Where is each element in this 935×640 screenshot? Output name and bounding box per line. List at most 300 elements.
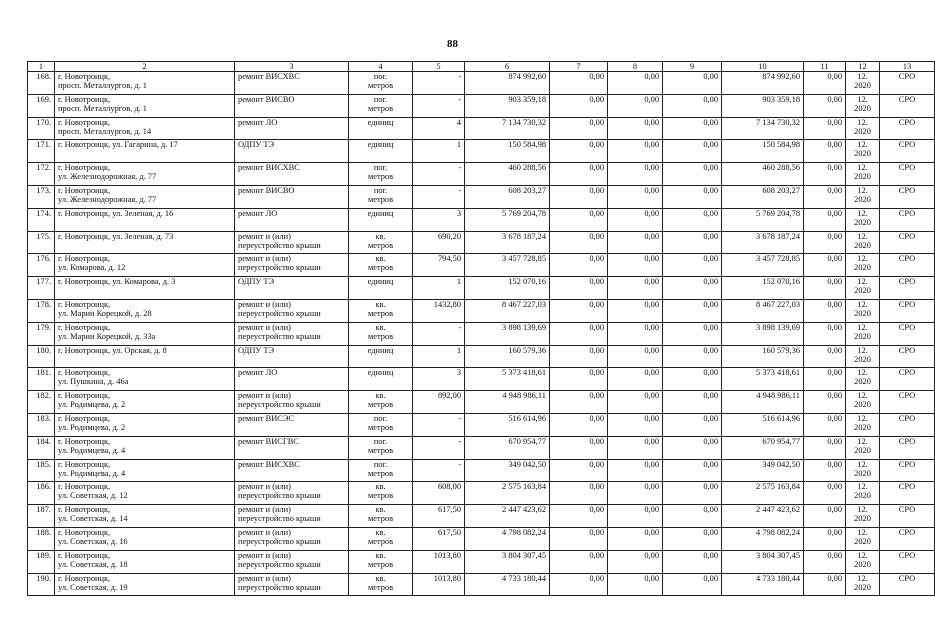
c10-value: 670 954,77 xyxy=(762,436,800,446)
unit-cell xyxy=(349,368,413,391)
unit-cell xyxy=(349,322,413,345)
deadline-cell xyxy=(846,482,880,505)
c11-value: 0,00 xyxy=(827,163,842,173)
address-cell xyxy=(55,322,235,345)
deadline-cell xyxy=(846,368,880,391)
fund-cell-7 xyxy=(550,185,608,208)
year-line: 12. xyxy=(857,436,868,446)
unit-cell xyxy=(349,436,413,459)
table-row xyxy=(28,254,935,277)
work-type-cell xyxy=(235,482,349,505)
year-line: 2020 xyxy=(854,377,871,387)
c7-value: 0,00 xyxy=(589,345,604,355)
address-cell xyxy=(55,459,235,482)
work-line: ремонт ВИСВО xyxy=(238,185,295,195)
sum-value: 3 804 307,45 xyxy=(502,550,546,560)
deadline-cell xyxy=(846,550,880,573)
work-line: ремонт ЛО xyxy=(238,368,278,378)
c7-value: 0,00 xyxy=(589,208,604,218)
unit-line: кв. xyxy=(375,322,386,332)
owners-funds-cell xyxy=(722,368,804,391)
fund-cell-11 xyxy=(804,368,846,391)
work-line: ремонт и (или) xyxy=(238,505,291,515)
work-line: ОДПУ ТЭ xyxy=(238,277,275,287)
unit-line: пог. xyxy=(373,72,388,81)
c11-value: 0,00 xyxy=(827,231,842,241)
fund-cell-9 xyxy=(663,573,722,596)
table-row xyxy=(28,550,935,573)
src-value: СРО xyxy=(898,459,916,469)
fund-cell-8 xyxy=(608,208,663,231)
n-value: 177. xyxy=(36,277,51,287)
unit-line: единиц xyxy=(367,140,394,150)
src-value: СРО xyxy=(898,573,916,583)
method-cell xyxy=(880,94,935,117)
address-cell xyxy=(55,527,235,550)
c7-value: 0,00 xyxy=(589,482,604,492)
c7-value: 0,00 xyxy=(589,117,604,127)
n-value: 168. xyxy=(36,72,51,81)
addr-line: ул. Железнодорожная, д. 77 xyxy=(58,172,157,182)
row-number-cell xyxy=(28,163,55,186)
addr-line: ул. Марии Корецкой, д. 33а xyxy=(58,331,156,341)
row-number-cell xyxy=(28,208,55,231)
c8-value: 0,00 xyxy=(644,299,659,309)
qty-value: - xyxy=(458,413,461,423)
addr-line: ул. Комарова, д. 12 xyxy=(58,263,126,273)
c9-value: 0,00 xyxy=(703,277,718,287)
src-value: СРО xyxy=(898,368,916,378)
year-line: 12. xyxy=(857,550,868,560)
addr-line: г. Новотроицк, xyxy=(58,482,111,492)
qty-value: 608,00 xyxy=(437,482,461,492)
table-row xyxy=(28,231,935,254)
column-header: 10 xyxy=(722,62,804,72)
fund-cell-7 xyxy=(550,482,608,505)
sum-value: 874 992,60 xyxy=(508,72,546,81)
total-cost-cell xyxy=(465,231,550,254)
total-cost-cell xyxy=(465,299,550,322)
row-number-cell xyxy=(28,527,55,550)
fund-cell-11 xyxy=(804,208,846,231)
qty-value: 4 xyxy=(456,117,461,127)
fund-cell-9 xyxy=(663,505,722,528)
row-number-cell xyxy=(28,254,55,277)
work-line: переустройство крыши xyxy=(238,559,321,569)
method-cell xyxy=(880,436,935,459)
owners-funds-cell xyxy=(722,413,804,436)
year-line: 12. xyxy=(857,254,868,264)
row-number-cell xyxy=(28,185,55,208)
fund-cell-8 xyxy=(608,94,663,117)
work-line: ремонт ВИСВО xyxy=(238,94,295,104)
fund-cell-8 xyxy=(608,459,663,482)
fund-cell-9 xyxy=(663,94,722,117)
method-cell xyxy=(880,231,935,254)
year-line: 12. xyxy=(857,117,868,127)
unit-line: метров xyxy=(367,491,394,501)
year-line: 2020 xyxy=(854,354,871,364)
sum-value: 4 733 180,44 xyxy=(502,573,546,583)
addr-line: г. Новотроицк, xyxy=(58,527,111,537)
fund-cell-11 xyxy=(804,277,846,300)
address-cell xyxy=(55,482,235,505)
quantity-cell xyxy=(413,140,465,163)
row-number-cell xyxy=(28,459,55,482)
year-line: 12. xyxy=(857,505,868,515)
total-cost-cell xyxy=(465,140,550,163)
n-value: 180. xyxy=(36,345,51,355)
unit-line: пог. xyxy=(373,413,388,423)
src-value: СРО xyxy=(898,482,916,492)
fund-cell-7 xyxy=(550,117,608,140)
method-cell xyxy=(880,299,935,322)
unit-cell xyxy=(349,482,413,505)
c11-value: 0,00 xyxy=(827,254,842,264)
unit-line: кв. xyxy=(375,550,386,560)
addr-line: г. Новотроицк, xyxy=(58,72,111,81)
n-value: 169. xyxy=(36,94,51,104)
address-cell xyxy=(55,163,235,186)
row-number-cell xyxy=(28,550,55,573)
c9-value: 0,00 xyxy=(703,459,718,469)
unit-line: метров xyxy=(367,194,394,204)
row-number-cell xyxy=(28,482,55,505)
table-row xyxy=(28,72,935,95)
fund-cell-8 xyxy=(608,391,663,414)
c9-value: 0,00 xyxy=(703,550,718,560)
deadline-cell xyxy=(846,527,880,550)
c8-value: 0,00 xyxy=(644,550,659,560)
deadline-cell xyxy=(846,72,880,95)
c9-value: 0,00 xyxy=(703,94,718,104)
addr-line: г. Новотроицк, xyxy=(58,391,111,401)
c11-value: 0,00 xyxy=(827,505,842,515)
n-value: 173. xyxy=(36,185,51,195)
unit-cell xyxy=(349,94,413,117)
fund-cell-7 xyxy=(550,277,608,300)
qty-value: - xyxy=(458,163,461,173)
total-cost-cell xyxy=(465,550,550,573)
fund-cell-7 xyxy=(550,436,608,459)
c9-value: 0,00 xyxy=(703,413,718,423)
addr-line: ул. Советская, д. 16 xyxy=(58,536,128,546)
addr-line: г. Новотроицк, xyxy=(58,299,111,309)
row-number-cell xyxy=(28,436,55,459)
c7-value: 0,00 xyxy=(589,94,604,104)
deadline-cell xyxy=(846,391,880,414)
fund-cell-7 xyxy=(550,345,608,368)
work-line: ремонт и (или) xyxy=(238,527,291,537)
addr-line: г. Новотроицк, ул. Зеленая, д. 73 xyxy=(58,231,174,241)
c9-value: 0,00 xyxy=(703,140,718,150)
total-cost-cell xyxy=(465,345,550,368)
work-type-cell xyxy=(235,254,349,277)
quantity-cell xyxy=(413,185,465,208)
method-cell xyxy=(880,163,935,186)
row-number-cell xyxy=(28,299,55,322)
address-cell xyxy=(55,368,235,391)
src-value: СРО xyxy=(898,94,916,104)
n-value: 188. xyxy=(36,527,51,537)
year-line: 2020 xyxy=(854,582,871,592)
unit-cell xyxy=(349,163,413,186)
total-cost-cell xyxy=(465,117,550,140)
year-line: 2020 xyxy=(854,81,871,90)
sum-value: 349 042,50 xyxy=(508,459,546,469)
sum-value: 150 584,98 xyxy=(508,140,546,150)
unit-line: единиц xyxy=(367,208,394,218)
table-row xyxy=(28,117,935,140)
address-cell xyxy=(55,277,235,300)
total-cost-cell xyxy=(465,482,550,505)
deadline-cell xyxy=(846,299,880,322)
year-line: 2020 xyxy=(854,559,871,569)
fund-cell-9 xyxy=(663,436,722,459)
unit-cell xyxy=(349,140,413,163)
quantity-cell xyxy=(413,573,465,596)
fund-cell-8 xyxy=(608,345,663,368)
table-row xyxy=(28,391,935,414)
c8-value: 0,00 xyxy=(644,231,659,241)
deadline-cell xyxy=(846,345,880,368)
column-number-row xyxy=(28,62,935,72)
sum-value: 7 134 730,32 xyxy=(502,117,546,127)
c10-value: 349 042,50 xyxy=(762,459,800,469)
address-cell xyxy=(55,117,235,140)
work-type-cell xyxy=(235,368,349,391)
fund-cell-8 xyxy=(608,550,663,573)
src-value: СРО xyxy=(898,185,916,195)
c8-value: 0,00 xyxy=(644,436,659,446)
work-type-cell xyxy=(235,277,349,300)
fund-cell-7 xyxy=(550,163,608,186)
total-cost-cell xyxy=(465,72,550,95)
fund-cell-11 xyxy=(804,459,846,482)
year-line: 12. xyxy=(857,573,868,583)
fund-cell-9 xyxy=(663,231,722,254)
owners-funds-cell xyxy=(722,482,804,505)
fund-cell-8 xyxy=(608,505,663,528)
unit-cell xyxy=(349,117,413,140)
c7-value: 0,00 xyxy=(589,505,604,515)
work-line: переустройство крыши xyxy=(238,400,321,410)
fund-cell-11 xyxy=(804,322,846,345)
sum-value: 4 798 082,24 xyxy=(502,527,546,537)
column-header: 7 xyxy=(550,62,608,72)
c10-value: 3 678 187,24 xyxy=(756,231,800,241)
row-number-cell xyxy=(28,117,55,140)
addr-line: ул. Родимцева, д. 4 xyxy=(58,445,126,455)
c8-value: 0,00 xyxy=(644,94,659,104)
c9-value: 0,00 xyxy=(703,117,718,127)
fund-cell-8 xyxy=(608,277,663,300)
work-line: переустройство крыши xyxy=(238,582,321,592)
work-type-cell xyxy=(235,72,349,95)
column-header: 1 xyxy=(28,62,55,72)
c7-value: 0,00 xyxy=(589,322,604,332)
c7-value: 0,00 xyxy=(589,299,604,309)
c8-value: 0,00 xyxy=(644,72,659,81)
c11-value: 0,00 xyxy=(827,299,842,309)
addr-line: просп. Металлургов, д. 1 xyxy=(58,103,147,113)
method-cell xyxy=(880,527,935,550)
total-cost-cell xyxy=(465,254,550,277)
work-line: ремонт и (или) xyxy=(238,299,291,309)
table-body xyxy=(28,72,935,596)
quantity-cell xyxy=(413,231,465,254)
qty-value: 617,50 xyxy=(437,527,461,537)
c11-value: 0,00 xyxy=(827,117,842,127)
method-cell xyxy=(880,459,935,482)
c10-value: 2 447 423,62 xyxy=(756,505,800,515)
sum-value: 903 359,18 xyxy=(508,94,546,104)
unit-line: кв. xyxy=(375,573,386,583)
table-row xyxy=(28,436,935,459)
table-row xyxy=(28,459,935,482)
c8-value: 0,00 xyxy=(644,277,659,287)
table-row xyxy=(28,185,935,208)
work-type-cell xyxy=(235,550,349,573)
fund-cell-8 xyxy=(608,140,663,163)
fund-cell-7 xyxy=(550,140,608,163)
qty-value: - xyxy=(458,94,461,104)
c7-value: 0,00 xyxy=(589,140,604,150)
quantity-cell xyxy=(413,72,465,95)
deadline-cell xyxy=(846,277,880,300)
year-line: 2020 xyxy=(854,126,871,136)
unit-line: кв. xyxy=(375,482,386,492)
c10-value: 150 584,98 xyxy=(762,140,800,150)
year-line: 12. xyxy=(857,368,868,378)
src-value: СРО xyxy=(898,345,916,355)
address-cell xyxy=(55,573,235,596)
unit-line: метров xyxy=(367,582,394,592)
c9-value: 0,00 xyxy=(703,345,718,355)
work-line: переустройство крыши xyxy=(238,514,321,524)
year-line: 2020 xyxy=(854,286,871,296)
c11-value: 0,00 xyxy=(827,140,842,150)
sum-value: 152 070,16 xyxy=(508,277,546,287)
owners-funds-cell xyxy=(722,436,804,459)
total-cost-cell xyxy=(465,322,550,345)
deadline-cell xyxy=(846,94,880,117)
address-cell xyxy=(55,231,235,254)
c9-value: 0,00 xyxy=(703,231,718,241)
fund-cell-11 xyxy=(804,299,846,322)
year-line: 12. xyxy=(857,185,868,195)
work-type-cell xyxy=(235,573,349,596)
owners-funds-cell xyxy=(722,94,804,117)
unit-line: метров xyxy=(367,422,394,432)
addr-line: г. Новотроицк, xyxy=(58,505,111,515)
row-number-cell xyxy=(28,368,55,391)
work-line: ремонт ВИСЭС xyxy=(238,413,294,423)
address-cell xyxy=(55,208,235,231)
column-header: 13 xyxy=(880,62,935,72)
c8-value: 0,00 xyxy=(644,459,659,469)
qty-value: 690,20 xyxy=(437,231,461,241)
work-line: ремонт и (или) xyxy=(238,573,291,583)
c11-value: 0,00 xyxy=(827,436,842,446)
fund-cell-7 xyxy=(550,527,608,550)
n-value: 189. xyxy=(36,550,51,560)
year-line: 2020 xyxy=(854,308,871,318)
addr-line: г. Новотроицк, xyxy=(58,254,111,264)
src-value: СРО xyxy=(898,391,916,401)
owners-funds-cell xyxy=(722,527,804,550)
deadline-cell xyxy=(846,436,880,459)
addr-line: ул. Родимцева, д. 4 xyxy=(58,468,126,478)
total-cost-cell xyxy=(465,459,550,482)
unit-cell xyxy=(349,299,413,322)
c11-value: 0,00 xyxy=(827,277,842,287)
quantity-cell xyxy=(413,163,465,186)
c8-value: 0,00 xyxy=(644,368,659,378)
year-line: 12. xyxy=(857,413,868,423)
total-cost-cell xyxy=(465,185,550,208)
unit-line: кв. xyxy=(375,391,386,401)
c9-value: 0,00 xyxy=(703,527,718,537)
c10-value: 3 804 307,45 xyxy=(756,550,800,560)
row-number-cell xyxy=(28,72,55,95)
work-line: ремонт ВИСХВС xyxy=(238,459,300,469)
qty-value: 1013,80 xyxy=(433,573,461,583)
addr-line: г. Новотроицк, xyxy=(58,368,111,378)
fund-cell-11 xyxy=(804,140,846,163)
address-cell xyxy=(55,72,235,95)
c8-value: 0,00 xyxy=(644,573,659,583)
deadline-cell xyxy=(846,140,880,163)
method-cell xyxy=(880,140,935,163)
addr-line: просп. Металлургов, д. 14 xyxy=(58,126,152,136)
c11-value: 0,00 xyxy=(827,391,842,401)
c11-value: 0,00 xyxy=(827,368,842,378)
unit-line: метров xyxy=(367,559,394,569)
c9-value: 0,00 xyxy=(703,482,718,492)
year-line: 12. xyxy=(857,345,868,355)
quantity-cell xyxy=(413,322,465,345)
sum-value: 4 948 986,11 xyxy=(502,391,546,401)
c7-value: 0,00 xyxy=(589,368,604,378)
fund-cell-9 xyxy=(663,163,722,186)
year-line: 2020 xyxy=(854,514,871,524)
fund-cell-7 xyxy=(550,368,608,391)
c10-value: 516 614,96 xyxy=(762,413,800,423)
fund-cell-11 xyxy=(804,413,846,436)
c9-value: 0,00 xyxy=(703,72,718,81)
fund-cell-9 xyxy=(663,72,722,95)
deadline-cell xyxy=(846,117,880,140)
addr-line: ул. Советская, д. 19 xyxy=(58,582,128,592)
c11-value: 0,00 xyxy=(827,345,842,355)
fund-cell-11 xyxy=(804,573,846,596)
fund-cell-9 xyxy=(663,391,722,414)
fund-cell-9 xyxy=(663,413,722,436)
year-line: 12. xyxy=(857,231,868,241)
year-line: 2020 xyxy=(854,194,871,204)
c8-value: 0,00 xyxy=(644,527,659,537)
quantity-cell xyxy=(413,368,465,391)
fund-cell-8 xyxy=(608,322,663,345)
address-cell xyxy=(55,413,235,436)
unit-line: метров xyxy=(367,445,394,455)
n-value: 183. xyxy=(36,413,51,423)
unit-line: метров xyxy=(367,263,394,273)
c9-value: 0,00 xyxy=(703,391,718,401)
c9-value: 0,00 xyxy=(703,505,718,515)
owners-funds-cell xyxy=(722,345,804,368)
